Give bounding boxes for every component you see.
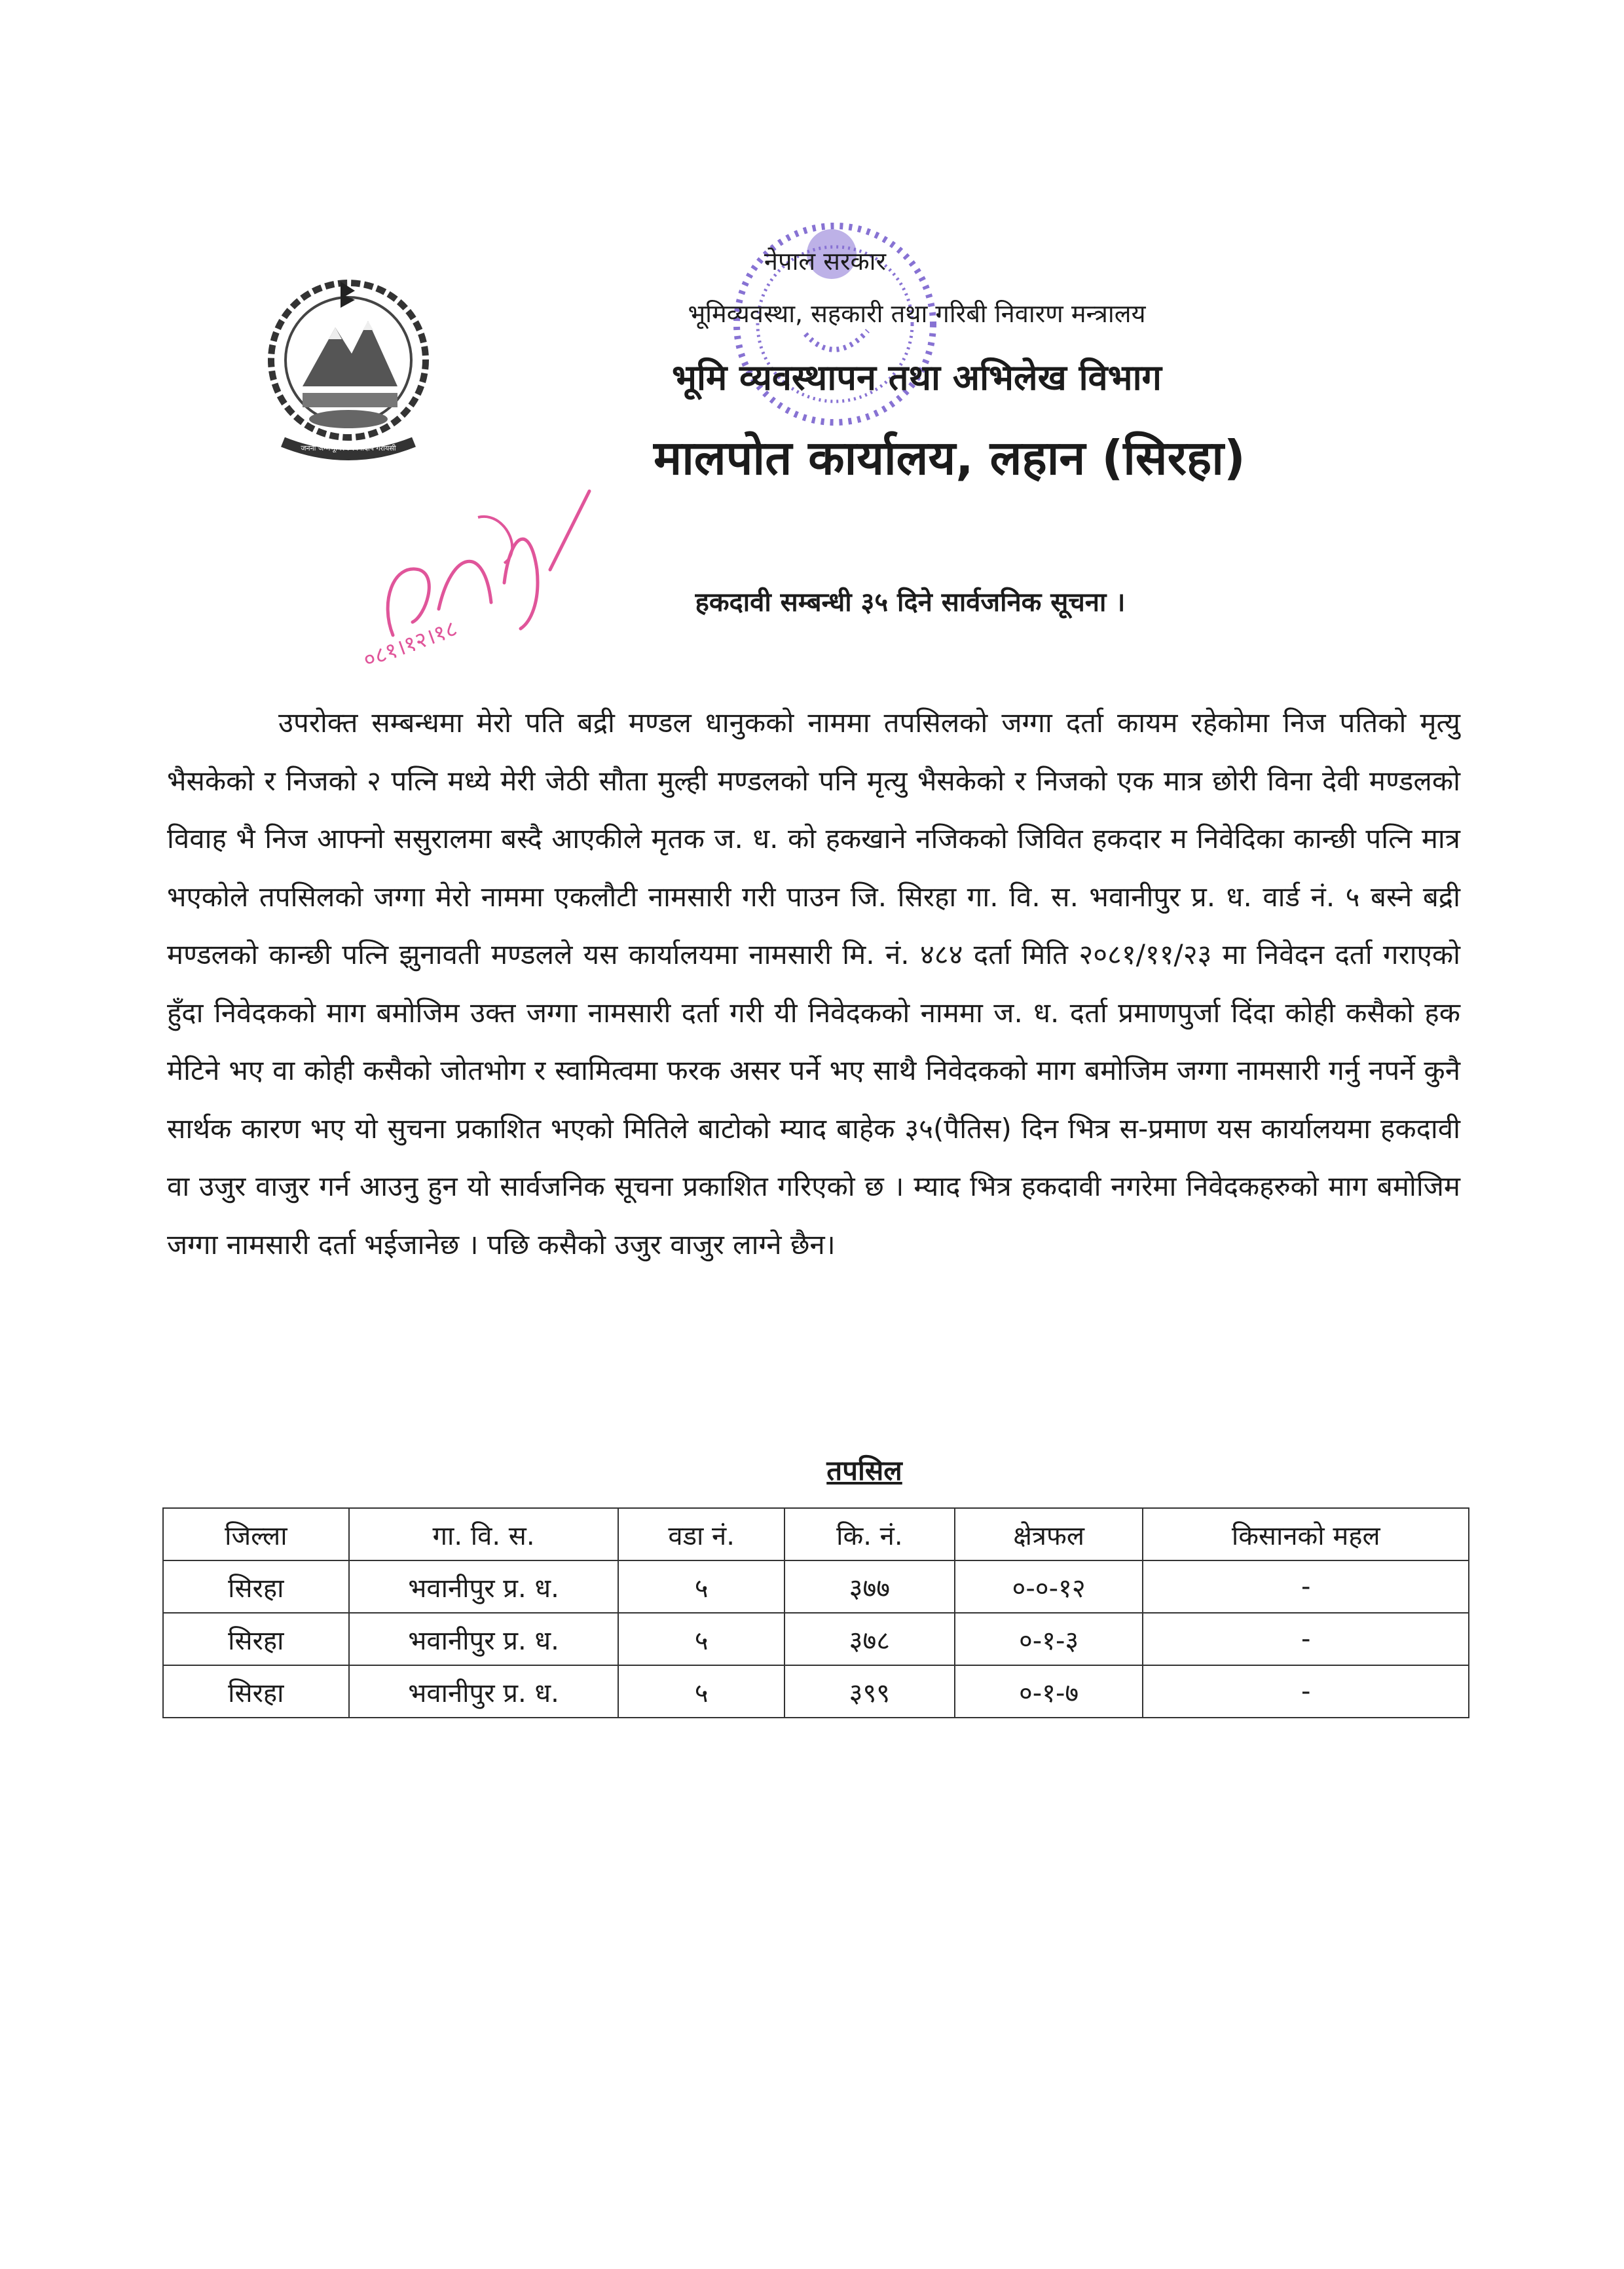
cell-farmer-column: - (1143, 1613, 1469, 1665)
department-name: भूमि व्यवस्थापन तथा अभिलेख विभाग (672, 357, 1162, 398)
cell-district: सिरहा (163, 1560, 349, 1613)
header-plot-number: कि. नं. (784, 1508, 955, 1560)
cell-area: ०-०-१२ (955, 1560, 1143, 1613)
table-row (163, 1665, 1469, 1718)
cell-ward: ५ (618, 1560, 784, 1613)
cell-plot-number: ३९९ (784, 1665, 955, 1718)
notice-title: हकदावी सम्बन्धी ३५ दिने सार्वजनिक सूचना । (695, 587, 1126, 618)
handwritten-annotation: ०८१।१२।१८ (360, 615, 461, 674)
cell-area: ०-१-७ (955, 1665, 1143, 1718)
nepal-emblem-icon (257, 262, 440, 471)
table-row (163, 1613, 1469, 1665)
office-name: मालपोत कार्यालय, लहान (सिरहा) (654, 430, 1246, 485)
cell-ward: ५ (618, 1613, 784, 1665)
government-name: नेपाल सरकार (764, 247, 887, 276)
cell-farmer-column: - (1143, 1665, 1469, 1718)
land-details-table (162, 1507, 1469, 1718)
table-row (163, 1560, 1469, 1613)
table-title: तपसिल (826, 1454, 902, 1486)
cell-vdc: भवानीपुर प्र. ध. (349, 1613, 619, 1665)
cell-plot-number: ३७८ (784, 1613, 955, 1665)
cell-vdc: भवानीपुर प्र. ध. (349, 1665, 619, 1718)
ministry-name: भूमिव्यवस्था, सहकारी तथा गरिबी निवारण मन्त्रालय (688, 299, 1146, 328)
cell-ward: ५ (618, 1665, 784, 1718)
header-area: क्षेत्रफल (955, 1508, 1143, 1560)
cell-farmer-column: - (1143, 1560, 1469, 1613)
header-ward: वडा नं. (618, 1508, 784, 1560)
header-district: जिल्ला (163, 1508, 349, 1560)
table-header-row (163, 1508, 1469, 1560)
cell-district: सिरहा (163, 1665, 349, 1718)
cell-vdc: भवानीपुर प्र. ध. (349, 1560, 619, 1613)
header-vdc: गा. वि. स. (349, 1508, 619, 1560)
handwritten-signature-icon (354, 471, 629, 688)
header-farmer-column: किसानको महल (1143, 1508, 1469, 1560)
cell-district: सिरहा (163, 1613, 349, 1665)
emblem-caption: जननी जन्मभूमिश्च स्वर्गादपि गरीयसी (301, 444, 396, 452)
notice-body: उपरोक्त सम्बन्धमा मेरो पति बद्री मण्डल धानुकको नाममा तपसिलको जग्गा दर्ता कायम रहेकोमा निज पतिको मृत्यु भैसकेको र निजको २ पत्नि मध्ये मेरी जेठी सौता मुल्ही मण्डलको पनि मृत्यु भैसकेको र निजको एक मात्र छोरी विना देवी मण्डलको विवाह भै निज आफ्नो ससुरालमा बस्दै आएकीले मृतक ज. ध. को हकखाने नजिकको जिवित हकदार म निवेदिका कान्छी पत्नि मात्र भएकोले तपसिलको जग्गा मेरो नाममा एकलौटी नामसारी गरी पाउन जि. सिरहा गा. वि. स. भवानीपुर प्र. ध. वार्ड नं. ५ बस्ने बद्री मण्डलको कान्छी पत्नि झुनावती मण्डलले यस कार्यालयमा नामसारी मि. नं. ४८४ दर्ता मिति २०८१/११/२३ मा निवेदन दर्ता गराएको हुँदा निवेदकको माग बमोजिम उक्त जग्गा नामसारी दर्ता गरी यी निवेदकको नाममा ज. ध. दर्ता प्रमाणपुर्जा दिंदा कोही कसैको हक मेटिने भए वा कोही कसैको जोतभोग र स्वामित्वमा फरक असर पर्ने भए साथै निवेदकको माग बमोजिम जग्गा नामसारी गर्नु नपर्ने कुनै सार्थक कारण भए यो सुचना प्रकाशित भएको मितिले बाटोको म्याद बाहेक ३५(पैतिस) दिन भित्र स-प्रमाण यस कार्यालयमा हकदावी वा उजुर वाजुर गर्न आउनु हुन यो सार्वजनिक सूचना प्रकाशित गरिएको छ । म्याद भित्र हकदावी नगरेमा निवेदकहरुको माग बमोजिम जग्गा नामसारी दर्ता भईजानेछ । पछि कसैको उजुर वाजुर लाग्ने छैन। (167, 707, 1460, 1261)
cell-plot-number: ३७७ (784, 1560, 955, 1613)
cell-area: ०-१-३ (955, 1613, 1143, 1665)
